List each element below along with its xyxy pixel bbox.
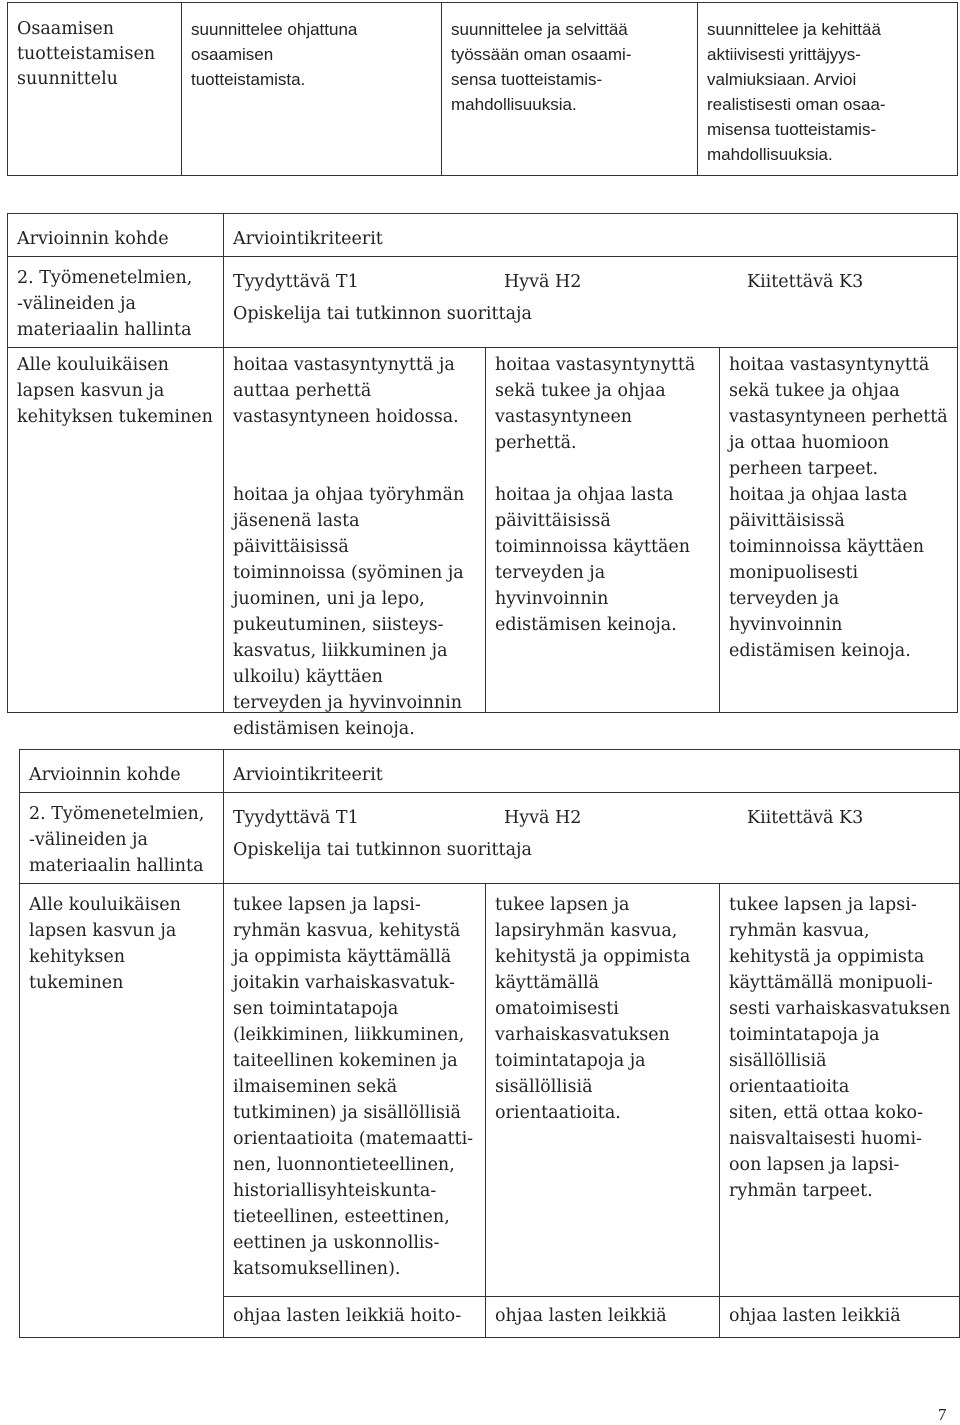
- row2-t1: ohjaa lasten leikkiä hoito-: [233, 1306, 462, 1326]
- row2-k3: ohjaa lasten leikkiä: [729, 1306, 901, 1326]
- competence-table-top: [7, 2, 958, 176]
- grade-levels: [224, 257, 957, 295]
- row1-h2: hoitaa vastasyntynyttä sekä tukee ja ohjaa vastasyntyneen perhettä.: [495, 355, 696, 453]
- assessment-table-2: [19, 749, 960, 1338]
- row2-h2: hoitaa ja ohjaa lasta päivittäisissä toiminnoissa käyttäen terveyden ja hyvinvoinnin edistämisen keinoja.: [495, 485, 691, 635]
- row1-k3: tukee lapsen ja lapsi- ryhmän kasvua, kehitystä ja oppimista käyttämällä monipuoli- sesti varhaiskasvatuksen toimintatapoja ja sisällöllisiä orientaatioita siten, että ottaa koko- naisvaltaisesti huomi- oon lapsen ja lapsi- ryhmän tarpeet.: [729, 895, 951, 1201]
- target-title: 2. Työmenetelmien, -välineiden ja materiaalin hallinta: [29, 804, 205, 876]
- row1-t1: tukee lapsen ja lapsi- ryhmän kasvua, kehitystä ja oppimista käyttämällä joitakin varhaiskasvatuk- sen toimintatapoja (leikkiminen, liikkuminen, taiteellinen kokeminen ja ilmaiseminen sekä tutkiminen) ja sisällöllisiä orientaatioita (matemaatti- nen, luonnontieteellinen, historiallisyhteiskunta- tieteellinen, esteettinen, eettinen ja uskonnollis- katsomuksellinen).: [233, 895, 474, 1279]
- row1-h2: tukee lapsen ja lapsiryhmän kasvua, kehitystä ja oppimista käyttämällä omatoimisesti varhaiskasvatuksen toimintatapoja ja sisällöllisiä orientaatioita.: [495, 895, 691, 1123]
- page-number: 7: [938, 1405, 947, 1424]
- level-k3: Kiitettävä K3: [747, 808, 864, 828]
- target-subtitle: Alle kouluikäisen lapsen kasvun ja kehityksen tukeminen: [29, 895, 181, 993]
- level-k3: Kiitettävä K3: [747, 272, 864, 292]
- assessment-table-1: [7, 213, 958, 739]
- criteria-h2: suunnittelee ja selvittää työssään oman osaami- sensa tuotteistamis- mahdollisuuksia.: [451, 20, 632, 114]
- level-t1: Tyydyttävä T1: [233, 272, 359, 292]
- column-header-target: Arvioinnin kohde: [17, 229, 169, 249]
- column-header-criteria: Arviointikriteerit: [233, 229, 383, 249]
- criteria-k3: suunnittelee ja kehittää aktiivisesti yrittäjyys- valmiuksiaan. Arvioi realistisesti oman osaa- misensa tuotteistamis- mahdollisuuksia.: [707, 20, 886, 164]
- row2-k3: hoitaa ja ohjaa lasta päivittäisissä toiminnoissa käyttäen monipuolisesti terveyden ja hyvinvoinnin edistämisen keinoja.: [729, 485, 925, 661]
- row1-t1: hoitaa vastasyntynyttä ja auttaa perhettä vastasyntyneen hoidossa.: [233, 355, 459, 427]
- criteria-target-label: Osaamisen tuotteistamisen suunnittelu: [17, 19, 156, 89]
- column-header-criteria: Arviointikriteerit: [233, 765, 383, 785]
- performer-label: Opiskelija tai tutkinnon suorittaja: [233, 840, 532, 860]
- level-t1: Tyydyttävä T1: [233, 808, 359, 828]
- grade-levels: [224, 793, 959, 831]
- column-header-target: Arvioinnin kohde: [29, 765, 181, 785]
- level-h2: Hyvä H2: [504, 808, 582, 828]
- target-title: 2. Työmenetelmien, -välineiden ja materiaalin hallinta: [17, 268, 193, 340]
- target-subtitle: Alle kouluikäisen lapsen kasvun ja kehityksen tukeminen: [17, 355, 213, 427]
- row1-k3: hoitaa vastasyntynyttä sekä tukee ja ohjaa vastasyntyneen perhettä ja ottaa huomioon perheen tarpeet.: [729, 355, 948, 479]
- performer-label: Opiskelija tai tutkinnon suorittaja: [233, 304, 532, 324]
- level-h2: Hyvä H2: [504, 272, 582, 292]
- row2-h2: ohjaa lasten leikkiä: [495, 1306, 667, 1326]
- criteria-t1: suunnittelee ohjattuna osaamisen tuotteistamista.: [191, 20, 358, 89]
- row2-t1: hoitaa ja ohjaa työryhmän jäsenenä lasta päivittäisissä toiminnoissa (syöminen ja juominen, uni ja lepo, pukeutuminen, siisteys- kasvatus, liikkuminen ja ulkoilu) käyttäen terveyden ja hyvinvoinnin edistämisen keinoja.: [233, 485, 465, 739]
